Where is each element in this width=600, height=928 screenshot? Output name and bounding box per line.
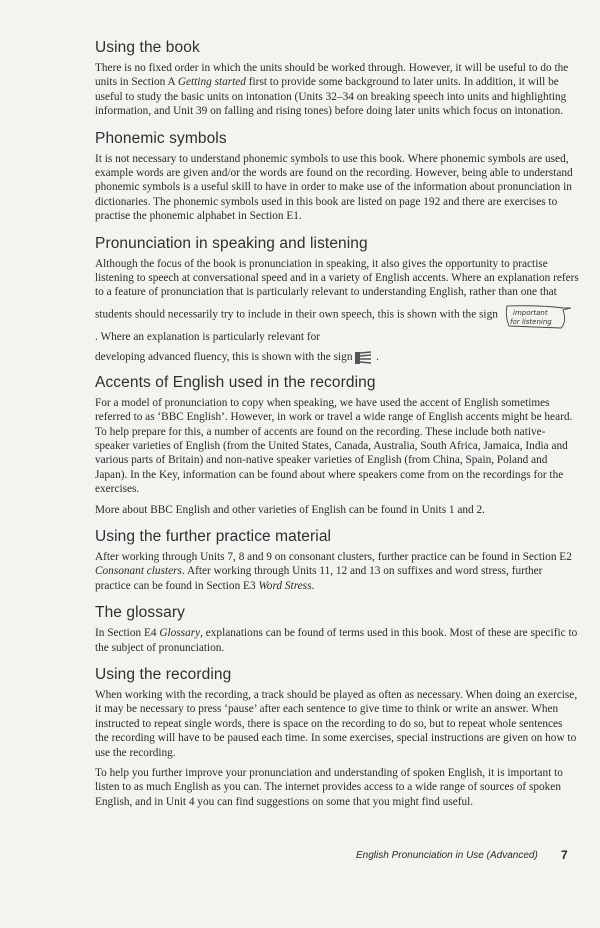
note-line-2: for listening xyxy=(509,317,552,326)
section-accents xyxy=(95,373,579,517)
page-content xyxy=(95,38,579,815)
book-title: English Pronunciation in Use (Advanced) xyxy=(356,850,538,861)
fluency-sign-icon xyxy=(355,351,373,365)
paragraph-using-the-book: There is no fixed order in which the units should be worked through. However, it will be useful to do the units in Section A Getting started first to provide some background to later units. In addition, it will be useful to study the basic units on intonation (Units 32–34 on breaking speech into units and highlighting information, and Unit 39 on falling and rising tones) before doing later units which focus on intonation. xyxy=(95,62,569,118)
paragraph-accents-2: More about BBC English and other varieties of English can be found in Units 1 and 2. xyxy=(95,503,485,516)
section-speaking-listening xyxy=(95,234,579,365)
heading-using-the-book: Using the book xyxy=(95,39,200,56)
section-using-the-book xyxy=(95,38,579,119)
paragraph-accents-1: For a model of pronunciation to copy when speaking, we have used the accent of English sometimes referred to as ‘BBC English’. However, in work or travel a wide range of English accents might be heard. To help prepare for this, a number of accents are found on the recording. These include both native-speaker varieties of English (from the United States, Canada, Australia, South Africa, Jamaica, India and various parts of Britain) and non-native speaker varieties of English (from China, Spain, Poland and Japan). In the Key, information can be found about where speakers come from on the recordings for the exercises. xyxy=(95,396,573,496)
heading-further-practice: Using the further practice material xyxy=(95,527,332,545)
page-footer xyxy=(356,850,586,861)
paragraph-recording-2: To help you further improve your pronunciation and understanding of spoken English, it is important to listen to as much English as you can. The internet provides access to a wide range of sources of spoken English, and in Unit 4 you can find suggestions on some that you might find useful. xyxy=(95,767,563,808)
heading-using-recording: Using the recording xyxy=(95,665,232,683)
section-phonemic-symbols xyxy=(95,129,579,224)
page-number: 7 xyxy=(561,848,568,862)
heading-speaking-listening: Pronunciation in speaking and listening xyxy=(95,234,368,252)
paragraph-glossary: In Section E4 Glossary, explanations can be found of terms used in this book. Most of these are specific to the subject of pronunciation. xyxy=(95,627,578,654)
heading-glossary: The glossary xyxy=(95,604,185,622)
heading-phonemic-symbols: Phonemic symbols xyxy=(95,129,227,147)
section-glossary xyxy=(95,603,579,655)
heading-accents: Accents of English used in the recording xyxy=(95,373,376,391)
section-further-practice xyxy=(95,527,579,593)
paragraph-speaking-listening: Although the focus of the book is pronunciation in speaking, it also gives the opportunity to practise listening to speech at conversational speed and in a variety of English accents. Where an explanation refers to a feature of pronunciation that is particularly relevant to understanding English, rather than one that students should necessarily try to include in their own speech, this is shown with the sign important for listening . Where an explanation is particularly relevant for developing advanced fluency, this is shown with the sign . xyxy=(95,257,579,364)
paragraph-recording-1: When working with the recording, a track should be played as often as necessary. When doing an exercise, it may be necessary to press ‘pause’ after each sentence to give time to think or write an answer. When instructed to repeat single words, there is space on the recording to do so, but to repeat whole sentences the recording will have to be paused each time. In some exercises, special instructions are given on how to use the recording. xyxy=(95,688,578,759)
paragraph-phonemic-symbols: It is not necessary to understand phonemic symbols to use this book. Where phonemic symbols are used, example words are given and/or the words are found on the recording. However, being able to understand phonemic symbols is a useful skill to have in order to make use of the information about pronunciation in dictionaries. The phonemic symbols used in this book are listed on page 192 and there are exercises to practise the phonemic alphabet in Section E1. xyxy=(95,152,573,223)
note-line-1: important xyxy=(512,308,548,317)
speech-note-icon xyxy=(501,302,579,332)
paragraph-further-practice: After working through Units 7, 8 and 9 on consonant clusters, further practice can be found in Section E2 Consonant clusters. After working through Units 11, 12 and 13 on suffixes and word stress, further practice can be found in Section E3 Word Stress. xyxy=(95,550,572,592)
section-using-recording xyxy=(95,665,579,809)
